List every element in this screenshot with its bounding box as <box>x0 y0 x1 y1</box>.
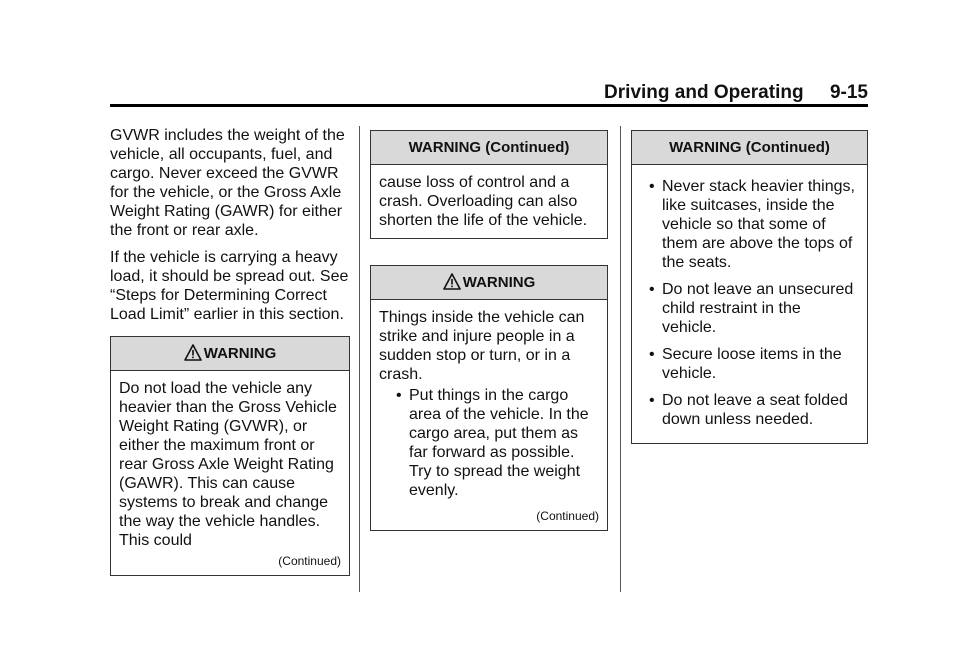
column-3 <box>631 126 868 444</box>
warning-body <box>371 300 607 530</box>
bullet-icon: • <box>396 387 402 404</box>
warning-box <box>110 336 350 576</box>
continued-label: (Continued) <box>278 554 341 568</box>
page-header <box>110 80 868 106</box>
list-item: • Secure loose items in the vehicle. <box>649 346 842 382</box>
column-divider <box>620 126 621 592</box>
warning-header: WARNING (Continued) <box>632 131 867 165</box>
warning-body <box>111 371 349 575</box>
continued-label: (Continued) <box>536 509 599 523</box>
list-item: • Put things in the cargo area of the vehicle. In the cargo area, put them as far forward as possible. Try to spread the weight evenly. <box>396 387 589 499</box>
warning-body <box>632 165 867 443</box>
warning-header <box>371 266 607 300</box>
warning-bullet-list <box>379 386 599 500</box>
list-item: • Do not leave a seat folded down unless needed. <box>649 392 848 428</box>
warning-text: cause loss of control and a crash. Overloading can also shorten the life of the vehicle. <box>379 174 588 229</box>
warning-title: WARNING <box>203 345 277 362</box>
bullet-icon: • <box>649 392 655 409</box>
bullet-icon: • <box>649 281 655 298</box>
page-title: Driving and Operating 9-15 <box>604 82 868 103</box>
header-rule <box>110 104 868 107</box>
warning-text: Do not load the vehicle any heavier than the Gross Vehicle Weight Rating (GVWR), or either the maximum front or rear Gross Axle Weight Rating (GAWR). This can cause systems to break and change the way the vehicle handles. This could <box>119 380 337 549</box>
warning-triangle-icon <box>443 269 461 303</box>
column-2 <box>370 126 608 531</box>
warning-text: Things inside the vehicle can strike and injure people in a sudden stop or turn, or in a crash. <box>379 309 585 383</box>
warning-triangle-icon <box>184 340 202 374</box>
list-item: • Do not leave an unsecured child restraint in the vehicle. <box>649 281 854 336</box>
bullet-icon: • <box>649 178 655 195</box>
warning-header: WARNING (Continued) <box>371 131 607 165</box>
warning-box-continued <box>631 130 868 444</box>
list-item: • Never stack heavier things, like suitcases, inside the vehicle so that some of them are above the tops of the seats. <box>649 178 855 271</box>
body-paragraph: If the vehicle is carrying a heavy load, it should be spread out. See “Steps for Determining Correct Load Limit” earlier in this section. <box>110 249 349 323</box>
warning-title: WARNING <box>462 274 536 291</box>
bullet-icon: • <box>649 346 655 363</box>
warning-body <box>371 165 607 238</box>
column-divider <box>359 126 360 592</box>
warning-box <box>370 265 608 531</box>
body-paragraph: GVWR includes the weight of the vehicle, all occupants, fuel, and cargo. Never exceed the GVWR for the vehicle, or the Gross Axle Weight Rating (GAWR) for either the front or rear axle. <box>110 127 345 239</box>
warning-header <box>111 337 349 371</box>
column-1 <box>110 126 350 576</box>
warning-bullet-list <box>640 177 859 429</box>
warning-box-continued <box>370 130 608 239</box>
